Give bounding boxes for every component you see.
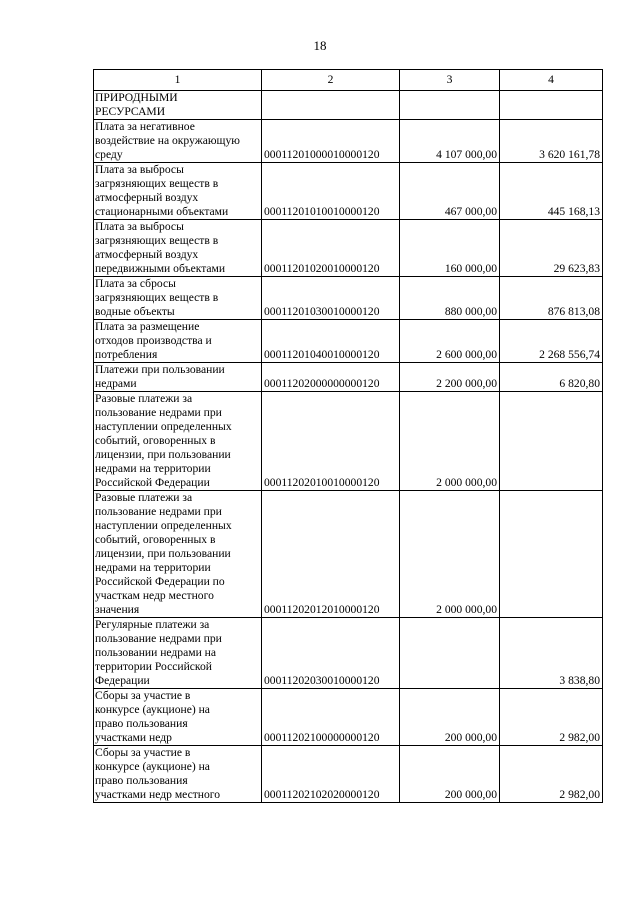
table-row [94, 277, 603, 320]
row-fact-cell [500, 392, 603, 491]
table-row [94, 363, 603, 392]
row-plan-cell: 2 000 000,00 [400, 392, 500, 491]
table-row [94, 163, 603, 220]
budget-table [93, 69, 603, 803]
row-fact-cell [500, 491, 603, 618]
row-name-cell [94, 392, 262, 491]
row-code-cell: 00011202010010000120 [262, 392, 400, 491]
row-plan-cell: 2 600 000,00 [400, 320, 500, 363]
row-name-cell [94, 320, 262, 363]
table-row [94, 491, 603, 618]
row-name-text: Плата за выбросы загрязняющих веществ в атмосферный воздух передвижными объектами [95, 220, 226, 275]
row-name-cell [94, 277, 262, 320]
row-code-cell: 00011201020010000120 [262, 220, 400, 277]
row-name-text: Плата за размещение отходов производства и потребления [95, 320, 212, 361]
row-fact-cell: 3 620 161,78 [500, 120, 603, 163]
table-row [94, 120, 603, 163]
row-code-cell: 00011201030010000120 [262, 277, 400, 320]
row-code-cell [262, 91, 400, 120]
column-header: 2 [262, 70, 400, 91]
row-name-cell [94, 363, 262, 392]
row-plan-cell [400, 91, 500, 120]
row-fact-cell: 2 982,00 [500, 746, 603, 803]
table-row [94, 689, 603, 746]
row-name-cell [94, 689, 262, 746]
row-plan-cell: 200 000,00 [400, 689, 500, 746]
row-plan-cell: 200 000,00 [400, 746, 500, 803]
row-code-cell: 00011202100000000120 [262, 689, 400, 746]
row-name-cell [94, 163, 262, 220]
row-code-cell: 00011202012010000120 [262, 491, 400, 618]
row-fact-cell [500, 91, 603, 120]
table-row [94, 392, 603, 491]
row-name-cell [94, 220, 262, 277]
row-plan-cell: 880 000,00 [400, 277, 500, 320]
row-name-text: ПРИРОДНЫМИ РЕСУРСАМИ [95, 91, 178, 118]
row-plan-cell [400, 618, 500, 689]
row-code-cell: 00011201010010000120 [262, 163, 400, 220]
column-header: 4 [500, 70, 603, 91]
row-name-cell [94, 120, 262, 163]
row-plan-cell: 2 000 000,00 [400, 491, 500, 618]
row-code-cell: 00011202030010000120 [262, 618, 400, 689]
row-plan-cell: 4 107 000,00 [400, 120, 500, 163]
row-name-cell [94, 91, 262, 120]
row-name-cell [94, 746, 262, 803]
row-plan-cell: 160 000,00 [400, 220, 500, 277]
row-name-text: Плата за негативное воздействие на окружающую среду [95, 120, 240, 161]
row-name-text: Плата за выбросы загрязняющих веществ в атмосферный воздух стационарными объектами [95, 163, 229, 218]
row-fact-cell: 29 623,83 [500, 220, 603, 277]
table-row [94, 746, 603, 803]
row-name-text: Регулярные платежи за пользование недрами при пользовании недрами на территории Российской Федерации [95, 618, 222, 687]
row-fact-cell: 445 168,13 [500, 163, 603, 220]
row-name-cell [94, 491, 262, 618]
row-code-cell: 00011201000010000120 [262, 120, 400, 163]
table-row [94, 320, 603, 363]
row-name-text: Сборы за участие в конкурсе (аукционе) на право пользования участками недр [95, 689, 210, 744]
table-row [94, 91, 603, 120]
row-plan-cell: 2 200 000,00 [400, 363, 500, 392]
row-fact-cell: 3 838,80 [500, 618, 603, 689]
column-header: 1 [94, 70, 262, 91]
row-code-cell: 00011202000000000120 [262, 363, 400, 392]
row-name-cell [94, 618, 262, 689]
row-name-text: Разовые платежи за пользование недрами при наступлении определенных событий, оговоренных в лицензии, при пользовании недрами на территории Российской Федерации по участкам недр местного значения [95, 491, 232, 616]
row-name-text: Сборы за участие в конкурсе (аукционе) на право пользования участками недр местного [95, 746, 221, 801]
table-header-row [94, 70, 603, 91]
page-number: 18 [313, 38, 327, 53]
column-header: 3 [400, 70, 500, 91]
table-row [94, 220, 603, 277]
row-code-cell: 00011202102020000120 [262, 746, 400, 803]
row-code-cell: 00011201040010000120 [262, 320, 400, 363]
row-fact-cell: 876 813,08 [500, 277, 603, 320]
row-name-text: Плата за сбросы загрязняющих веществ в водные объекты [95, 277, 219, 318]
row-plan-cell: 467 000,00 [400, 163, 500, 220]
row-fact-cell: 2 268 556,74 [500, 320, 603, 363]
row-fact-cell: 2 982,00 [500, 689, 603, 746]
row-name-text: Платежи при пользовании недрами [95, 363, 225, 390]
row-fact-cell: 6 820,80 [500, 363, 603, 392]
row-name-text: Разовые платежи за пользование недрами при наступлении определенных событий, оговоренных в лицензии, при пользовании недрами на территории Российской Федерации [95, 392, 232, 489]
table-row [94, 618, 603, 689]
